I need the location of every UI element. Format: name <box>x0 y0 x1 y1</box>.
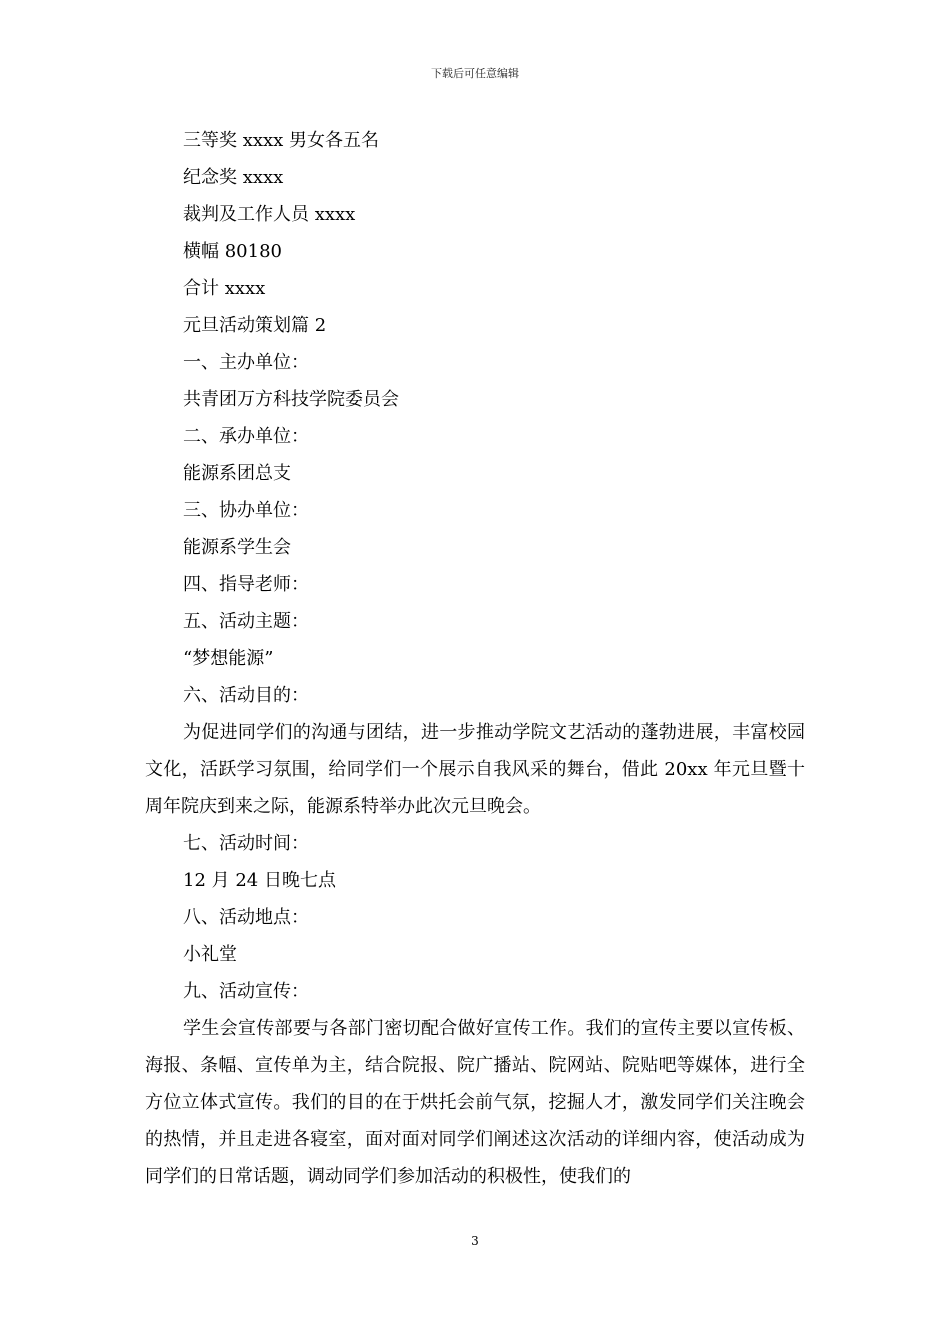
heading-purpose: 六、活动目的： <box>183 685 309 706</box>
section-title: 元旦活动策划篇 2 <box>183 315 327 336</box>
text-line-commemorative-prize: 纪念奖 xxxx <box>183 167 284 188</box>
paragraph-publicity: 学生会宣传部要与各部门密切配合做好宣传工作。我们的宣传主要以宣传板、海报、条幅、宣传单为主，结合院报、院广播站、院网站、院贴吧等媒体，进行全方位立体式宣传。我们的目的在于烘托会前气氛，挖掘人才，激发同学们关注晚会的热情，并且走进各寝室，面对面对同学们阐述这次活动的详细内容，使活动成为同学们的日常话题，调动同学们参加活动的积极性，使我们的 <box>145 1018 805 1187</box>
text-time: 12 月 24 日晚七点 <box>183 870 336 891</box>
page-number: 3 <box>471 1234 479 1248</box>
heading-organizer: 一、主办单位： <box>183 352 309 373</box>
document-body <box>145 122 805 1195</box>
text-line-total: 合计 xxxx <box>183 278 266 299</box>
text-organizer: 共青团万方科技学院委员会 <box>183 389 399 410</box>
text-line-referees: 裁判及工作人员 xxxx <box>183 204 356 225</box>
heading-undertaker: 二、承办单位： <box>183 426 309 447</box>
text-line-third-prize: 三等奖 xxxx 男女各五名 <box>183 130 380 151</box>
text-location: 小礼堂 <box>183 944 237 965</box>
text-co-organizer: 能源系学生会 <box>183 537 291 558</box>
page-header: 下载后可任意编辑 <box>431 67 519 80</box>
text-line-banner: 横幅 80180 <box>183 241 282 262</box>
heading-time: 七、活动时间： <box>183 833 309 854</box>
heading-co-organizer: 三、协办单位： <box>183 500 309 521</box>
text-undertaker: 能源系团总支 <box>183 463 291 484</box>
heading-location: 八、活动地点： <box>183 907 309 928</box>
paragraph-purpose: 为促进同学们的沟通与团结，进一步推动学院文艺活动的蓬勃进展，丰富校园文化，活跃学习氛围，给同学们一个展示自我风采的舞台，借此 20xx 年元旦暨十周年院庆到来之际，能源系特举办此次元旦晚会。 <box>145 722 805 817</box>
heading-theme: 五、活动主题： <box>183 611 309 632</box>
heading-publicity: 九、活动宣传： <box>183 981 309 1002</box>
text-theme: “梦想能源” <box>183 648 274 669</box>
heading-advisor: 四、指导老师： <box>183 574 309 595</box>
